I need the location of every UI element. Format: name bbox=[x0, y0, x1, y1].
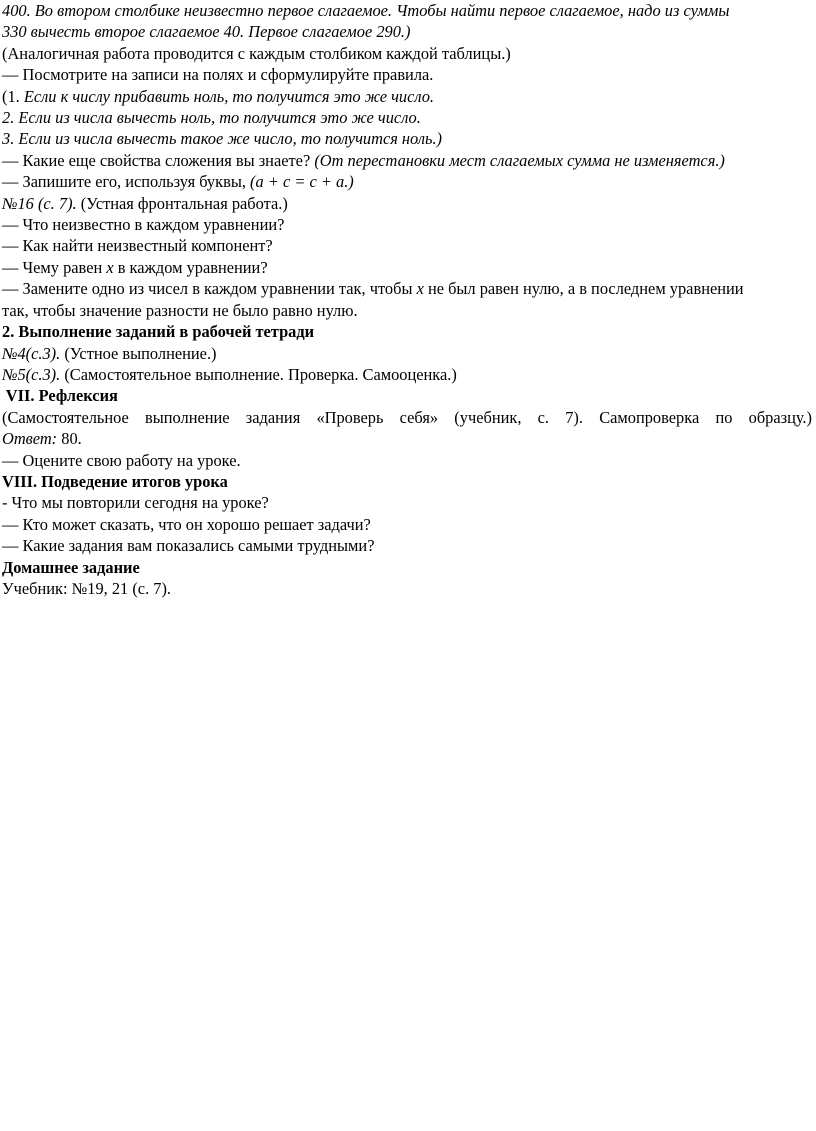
task-16-text: (Устная фронтальная работа.) bbox=[76, 193, 288, 213]
section-heading-summary: VIII. Подведение итогов урока bbox=[2, 471, 228, 491]
note-similar-work: (Аналогичная работа проводится с каждым столбиком каждой таблицы.) bbox=[2, 43, 511, 63]
task-5-number: №5(с.3). bbox=[2, 364, 61, 384]
question-who-solves: — Кто может сказать, что он хорошо решает задачи? bbox=[2, 514, 371, 534]
question-x-value-suffix: в каждом уравнении? bbox=[113, 257, 268, 277]
question-rate-work: — Оцените свою работу на уроке. bbox=[2, 450, 241, 470]
commutative-formula: (а + с = с + а.) bbox=[250, 172, 354, 192]
question-x-value-prefix: — Чему равен bbox=[2, 257, 107, 277]
rule-1-text: Если к числу прибавить ноль, то получится это же число. bbox=[23, 86, 435, 106]
question-repeated: - Что мы повторили сегодня на уроке? bbox=[2, 493, 269, 513]
section-heading-reflection: VII. Рефлексия bbox=[2, 386, 118, 406]
question-replace-number-suffix: не был равен нулю, а в последнем уравнении bbox=[423, 279, 744, 299]
task-5 bbox=[2, 364, 812, 385]
rule-1-prefix: (1. bbox=[2, 86, 24, 106]
question-hardest-tasks: — Какие задания вам показались самыми трудными? bbox=[2, 536, 375, 556]
question-x-value bbox=[2, 257, 812, 278]
task-16-number: №16 (с. 7). bbox=[2, 193, 77, 213]
section-heading-workbook: 2. Выполнение заданий в рабочей тетради bbox=[2, 322, 315, 342]
answer-label: Ответ: bbox=[2, 429, 58, 449]
answer-value: 80. bbox=[57, 429, 82, 449]
question-replace-number-line-2: так, чтобы значение разности не было равно нулю. bbox=[2, 300, 358, 320]
question-addition-properties bbox=[2, 150, 812, 171]
task-400-line-2: 330 вычесть второе слагаемое 40. Первое слагаемое 290.) bbox=[2, 22, 411, 42]
task-5-text: (Самостоятельное выполнение. Проверка. Самооценка.) bbox=[60, 364, 457, 384]
question-addition-properties-answer: (От перестановки мест слагаемых сумма не изменяется.) bbox=[314, 150, 725, 170]
question-write-letters bbox=[2, 171, 812, 192]
question-write-letters-text: — Запишите его, используя буквы, bbox=[2, 172, 251, 192]
task-400-line-1: 400. Во втором столбике неизвестно первое слагаемое. Чтобы найти первое слагаемое, надо из суммы bbox=[2, 1, 730, 20]
task-4-text: (Устное выполнение.) bbox=[60, 343, 217, 363]
variable-x: х bbox=[106, 257, 114, 277]
task-16 bbox=[2, 193, 812, 214]
question-replace-number bbox=[2, 278, 812, 299]
question-unknown: — Что неизвестно в каждом уравнении? bbox=[2, 215, 285, 235]
reflection-answer bbox=[2, 428, 812, 449]
homework-heading: Домашнее задание bbox=[2, 557, 140, 577]
reflection-text: (Самостоятельное выполнение задания «Проверь себя» (учебник, с. 7). Самопроверка по образцу.) bbox=[2, 407, 812, 427]
task-4-number: №4(с.3). bbox=[2, 343, 61, 363]
question-replace-number-prefix: — Замените одно из чисел в каждом уравнении так, чтобы bbox=[2, 279, 417, 299]
question-find-component: — Как найти неизвестный компонент? bbox=[2, 236, 273, 256]
homework-text: Учебник: №19, 21 (с. 7). bbox=[2, 578, 172, 598]
variable-x-2: х bbox=[416, 279, 424, 299]
rule-1 bbox=[2, 86, 812, 107]
question-formulate-rules: — Посмотрите на записи на полях и сформулируйте правила. bbox=[2, 65, 434, 85]
question-addition-properties-text: — Какие еще свойства сложения вы знаете? bbox=[2, 150, 315, 170]
rule-2: 2. Если из числа вычесть ноль, то получится это же число. bbox=[2, 108, 421, 128]
rule-3: 3. Если из числа вычесть такое же число, то получится ноль.) bbox=[2, 129, 443, 149]
task-4 bbox=[2, 343, 812, 364]
